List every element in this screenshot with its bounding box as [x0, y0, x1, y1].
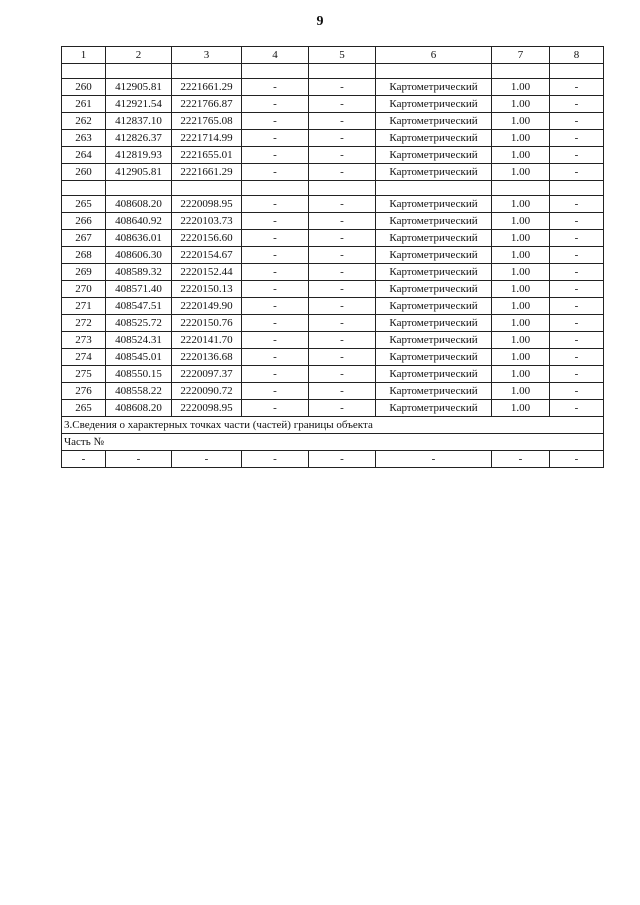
table-row	[62, 247, 604, 264]
table-cell: 1.00	[492, 383, 550, 400]
table-cell: 408608.20	[106, 400, 172, 417]
table-cell: Картометрический	[376, 383, 492, 400]
table-cell	[376, 64, 492, 79]
table-cell: -	[550, 383, 604, 400]
table-cell	[376, 181, 492, 196]
table-cell: -	[242, 315, 309, 332]
table-cell: -	[242, 164, 309, 181]
table-cell: 2220152.44	[172, 264, 242, 281]
table-cell: 2221661.29	[172, 79, 242, 96]
table-cell: 1.00	[492, 264, 550, 281]
table-cell: 408558.22	[106, 383, 172, 400]
table-cell: 267	[62, 230, 106, 247]
table-cell: Картометрический	[376, 79, 492, 96]
table-cell: 269	[62, 264, 106, 281]
table-cell: -	[550, 196, 604, 213]
table-cell: 408550.15	[106, 366, 172, 383]
coordinates-table-body	[62, 47, 604, 468]
table-cell: 2220098.95	[172, 400, 242, 417]
table-cell: 1.00	[492, 298, 550, 315]
table-row	[62, 96, 604, 113]
table-cell: 272	[62, 315, 106, 332]
table-cell: 1.00	[492, 332, 550, 349]
table-cell: 408589.32	[106, 264, 172, 281]
table-cell: 2220149.90	[172, 298, 242, 315]
table-cell: 408545.01	[106, 349, 172, 366]
table-cell: 261	[62, 96, 106, 113]
table-cell	[62, 64, 106, 79]
table-cell: Картометрический	[376, 366, 492, 383]
table-cell: 1.00	[492, 79, 550, 96]
table-cell: -	[309, 315, 376, 332]
part-section-title	[62, 417, 604, 434]
table-cell: 262	[62, 113, 106, 130]
table-cell: 408640.92	[106, 213, 172, 230]
table-cell: -	[309, 264, 376, 281]
table-cell: -	[550, 332, 604, 349]
table-cell: 8	[550, 47, 604, 64]
table-cell: -	[309, 247, 376, 264]
table-cell: 2221765.08	[172, 113, 242, 130]
table-cell: 2220156.60	[172, 230, 242, 247]
table-cell: 1.00	[492, 213, 550, 230]
table-cell	[242, 64, 309, 79]
table-cell: 2220141.70	[172, 332, 242, 349]
table-cell: Картометрический	[376, 264, 492, 281]
table-cell: 2220136.68	[172, 349, 242, 366]
table-cell: -	[242, 400, 309, 417]
table-cell: 264	[62, 147, 106, 164]
table-row	[62, 147, 604, 164]
table-cell: -	[309, 147, 376, 164]
table-cell: -	[309, 298, 376, 315]
table-row	[62, 400, 604, 417]
table-cell: 408525.72	[106, 315, 172, 332]
table-cell: 2221714.99	[172, 130, 242, 147]
table-cell: -	[550, 113, 604, 130]
table-cell: Картометрический	[376, 400, 492, 417]
table-cell: -	[242, 196, 309, 213]
page-number: 9	[316, 14, 324, 29]
table-cell: 2220103.73	[172, 213, 242, 230]
table-cell: -	[550, 298, 604, 315]
table-cell: -	[309, 281, 376, 298]
coordinates-table	[61, 46, 604, 468]
table-cell: 260	[62, 164, 106, 181]
table-cell: -	[309, 196, 376, 213]
table-cell: -	[242, 366, 309, 383]
table-cell: -	[550, 96, 604, 113]
table-cell: Картометрический	[376, 230, 492, 247]
table-cell: 408606.30	[106, 247, 172, 264]
table-cell: 275	[62, 366, 106, 383]
part-label	[62, 434, 604, 451]
table-cell: -	[550, 213, 604, 230]
table-cell: Картометрический	[376, 164, 492, 181]
table-cell: -	[242, 281, 309, 298]
table-cell: 268	[62, 247, 106, 264]
table-cell: -	[492, 451, 550, 468]
table-row	[62, 196, 604, 213]
table-cell: 4	[242, 47, 309, 64]
table-cell: -	[309, 113, 376, 130]
table-cell: Картометрический	[376, 298, 492, 315]
table-cell: -	[242, 247, 309, 264]
table-cell: -	[242, 213, 309, 230]
table-row	[62, 264, 604, 281]
table-cell: 260	[62, 79, 106, 96]
table-cell: 2221655.01	[172, 147, 242, 164]
table-cell: -	[242, 383, 309, 400]
table-row	[62, 315, 604, 332]
table-cell	[172, 181, 242, 196]
table-cell: -	[309, 230, 376, 247]
table-cell: 2220150.76	[172, 315, 242, 332]
table-cell	[106, 181, 172, 196]
table-cell: -	[309, 366, 376, 383]
table-cell: -	[62, 451, 106, 468]
table-cell: -	[242, 298, 309, 315]
table-cell: 1.00	[492, 247, 550, 264]
table-cell: 1.00	[492, 113, 550, 130]
part-section-title-cell: 3.Сведения о характерных точках части (частей) границы объекта	[62, 417, 604, 434]
table-cell: -	[550, 264, 604, 281]
table-cell: 2220098.95	[172, 196, 242, 213]
table-cell: 412921.54	[106, 96, 172, 113]
table-row	[62, 130, 604, 147]
table-cell: -	[550, 315, 604, 332]
table-cell: Картометрический	[376, 196, 492, 213]
table-cell: -	[242, 96, 309, 113]
table-cell: Картометрический	[376, 247, 492, 264]
table-cell: 412826.37	[106, 130, 172, 147]
blank-separator-row	[62, 64, 604, 79]
table-cell: -	[106, 451, 172, 468]
table-cell: Картометрический	[376, 281, 492, 298]
table-cell: 1.00	[492, 281, 550, 298]
table-cell	[550, 64, 604, 79]
table-cell: -	[242, 147, 309, 164]
table-row	[62, 349, 604, 366]
table-cell: Картометрический	[376, 213, 492, 230]
table-cell: -	[550, 230, 604, 247]
table-row	[62, 383, 604, 400]
table-cell	[172, 64, 242, 79]
table-cell: -	[309, 451, 376, 468]
table-cell: 412819.93	[106, 147, 172, 164]
table-row	[62, 213, 604, 230]
table-cell: -	[309, 332, 376, 349]
table-cell: -	[550, 79, 604, 96]
table-cell	[309, 64, 376, 79]
table-cell: Картометрический	[376, 113, 492, 130]
table-cell: -	[550, 400, 604, 417]
table-cell: -	[309, 213, 376, 230]
table-cell: 6	[376, 47, 492, 64]
table-cell: -	[309, 383, 376, 400]
table-cell: 276	[62, 383, 106, 400]
table-cell: 412837.10	[106, 113, 172, 130]
table-cell: 1.00	[492, 349, 550, 366]
table-row	[62, 79, 604, 96]
table-cell: 7	[492, 47, 550, 64]
table-cell: 273	[62, 332, 106, 349]
table-cell: 2221661.29	[172, 164, 242, 181]
table-row	[62, 366, 604, 383]
table-cell	[550, 181, 604, 196]
table-cell	[62, 181, 106, 196]
part-row	[62, 451, 604, 468]
table-cell: Картометрический	[376, 315, 492, 332]
table-cell: 1.00	[492, 366, 550, 383]
table-cell: Картометрический	[376, 147, 492, 164]
table-cell: 2220090.72	[172, 383, 242, 400]
table-cell: 2221766.87	[172, 96, 242, 113]
table-cell: -	[550, 451, 604, 468]
table-cell: Картометрический	[376, 332, 492, 349]
table-cell: 2220150.13	[172, 281, 242, 298]
table-cell: -	[309, 96, 376, 113]
table-row	[62, 230, 604, 247]
table-cell: 266	[62, 213, 106, 230]
table-cell	[242, 181, 309, 196]
table-cell: 1.00	[492, 196, 550, 213]
part-label-cell: Часть №	[62, 434, 604, 451]
table-cell	[106, 64, 172, 79]
table-cell: 412905.81	[106, 164, 172, 181]
table-cell: -	[550, 130, 604, 147]
table-cell: 1.00	[492, 164, 550, 181]
table-cell: 2	[106, 47, 172, 64]
table-row	[62, 332, 604, 349]
table-cell: 271	[62, 298, 106, 315]
table-cell: -	[242, 332, 309, 349]
table-cell: -	[242, 79, 309, 96]
table-cell	[492, 64, 550, 79]
table-cell: 5	[309, 47, 376, 64]
table-row	[62, 298, 604, 315]
table-cell: -	[550, 281, 604, 298]
table-cell: -	[309, 349, 376, 366]
table-cell: -	[550, 247, 604, 264]
table-cell: -	[550, 147, 604, 164]
table-cell: 1	[62, 47, 106, 64]
table-cell: 1.00	[492, 147, 550, 164]
blank-separator-row	[62, 181, 604, 196]
table-cell: -	[242, 264, 309, 281]
table-cell: -	[242, 113, 309, 130]
table-row	[62, 164, 604, 181]
table-cell: -	[309, 79, 376, 96]
table-cell: -	[309, 130, 376, 147]
table-cell: -	[309, 164, 376, 181]
table-cell: 408571.40	[106, 281, 172, 298]
table-cell: 1.00	[492, 230, 550, 247]
table-cell: 2220154.67	[172, 247, 242, 264]
table-cell: -	[309, 400, 376, 417]
table-cell: 408608.20	[106, 196, 172, 213]
table-cell: Картометрический	[376, 349, 492, 366]
table-cell: 265	[62, 400, 106, 417]
table-cell: Картометрический	[376, 96, 492, 113]
table-cell: 408636.01	[106, 230, 172, 247]
table-cell: -	[242, 130, 309, 147]
table-cell: -	[242, 230, 309, 247]
table-cell: 263	[62, 130, 106, 147]
table-cell: 1.00	[492, 96, 550, 113]
table-cell: 408524.31	[106, 332, 172, 349]
table-cell: Картометрический	[376, 130, 492, 147]
table-cell	[492, 181, 550, 196]
table-cell: -	[550, 366, 604, 383]
table-cell: 1.00	[492, 315, 550, 332]
table-cell: 270	[62, 281, 106, 298]
table-cell: 3	[172, 47, 242, 64]
table-cell: -	[242, 451, 309, 468]
table-cell: -	[376, 451, 492, 468]
table-cell: 412905.81	[106, 79, 172, 96]
table-cell: -	[550, 164, 604, 181]
header-row	[62, 47, 604, 64]
table-cell: -	[550, 349, 604, 366]
table-cell: -	[242, 349, 309, 366]
table-cell: 1.00	[492, 130, 550, 147]
table-cell	[309, 181, 376, 196]
table-cell: -	[172, 451, 242, 468]
table-cell: 265	[62, 196, 106, 213]
table-row	[62, 281, 604, 298]
table-cell: 274	[62, 349, 106, 366]
table-cell: 1.00	[492, 400, 550, 417]
table-row	[62, 113, 604, 130]
table-cell: 408547.51	[106, 298, 172, 315]
table-cell: 2220097.37	[172, 366, 242, 383]
